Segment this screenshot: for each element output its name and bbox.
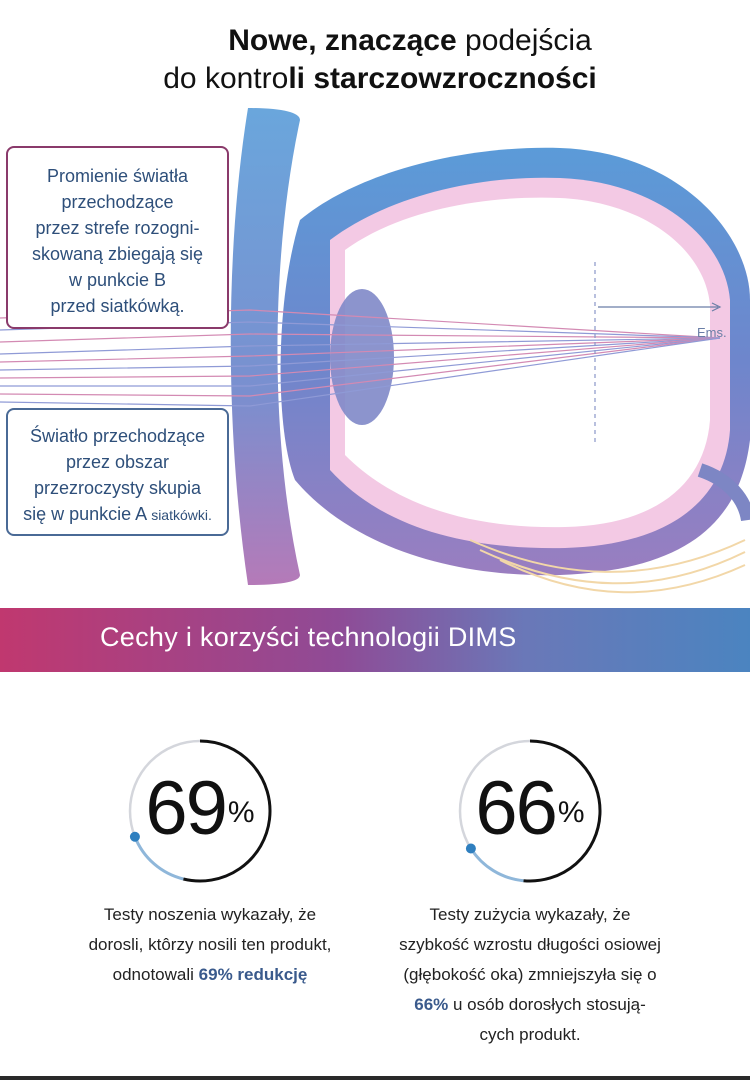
desc-line: dorosli, ktôrzy nosili ten produkt,	[88, 935, 332, 954]
progress-arc-accent	[471, 849, 524, 881]
callout-small-text: siatkówki.	[151, 507, 212, 523]
callout-line: przed siatkówką.	[50, 296, 185, 316]
callout-line: Promienie światła	[46, 166, 189, 186]
title-rest-1: podejścia	[456, 24, 592, 57]
callout-line: przez strefe rozogni-	[35, 218, 200, 238]
lens-icon	[330, 289, 394, 425]
callout-focus-a	[6, 408, 229, 536]
title-start-2: do kontro	[163, 62, 289, 95]
desc-highlight: 69% redukcję	[198, 965, 308, 984]
callout-line	[8, 501, 227, 528]
stat-unit: %	[557, 796, 585, 829]
desc-line: (głębokość oka) zmniejszyła się o	[403, 965, 657, 984]
stat-unit: %	[227, 796, 255, 829]
desc-line: Testy zużycia wykazały, że	[429, 905, 631, 924]
stat-ring-66	[452, 733, 608, 889]
desc-line: odnotowali 69% redukcję	[112, 965, 308, 984]
desc-line: szybkość wzrostu długości osiowej	[399, 935, 661, 954]
ems-label: Ems.	[697, 325, 727, 340]
stat-value: 69%	[145, 766, 255, 851]
callout-text: się w punkcie A	[23, 504, 152, 524]
callout-line: przechodzące	[61, 192, 174, 212]
desc-highlight: 66%	[414, 995, 449, 1014]
stat-description-66	[370, 900, 690, 1050]
callout-line: przez obszar	[65, 452, 170, 472]
title-bold-1: Nowe, znaczące	[228, 24, 457, 57]
callout-line: przezroczysty skupia	[33, 478, 202, 498]
title-bold-2: li starczowzroczności	[288, 62, 597, 95]
stat-ring-69	[122, 733, 278, 889]
callout-line: w punkcie B	[68, 270, 167, 290]
bottom-rule	[0, 1076, 750, 1080]
vitreous-body	[345, 198, 710, 527]
stat-description-69	[40, 900, 380, 990]
page-title	[0, 22, 750, 98]
desc-line: cych produkt.	[479, 1025, 581, 1044]
stat-value: 66%	[475, 766, 585, 851]
section-banner	[0, 608, 750, 672]
banner-title: Cechy i korzyści technologii DIMS	[100, 622, 517, 652]
desc-line: 66% u osób dorosłych stosują-	[414, 995, 646, 1014]
callout-line: skowaną zbiegają się	[31, 244, 204, 264]
callout-focus-b	[6, 146, 229, 329]
desc-line: Testy noszenia wykazały, że	[103, 905, 317, 924]
callout-line: Światło przechodzące	[29, 426, 206, 446]
